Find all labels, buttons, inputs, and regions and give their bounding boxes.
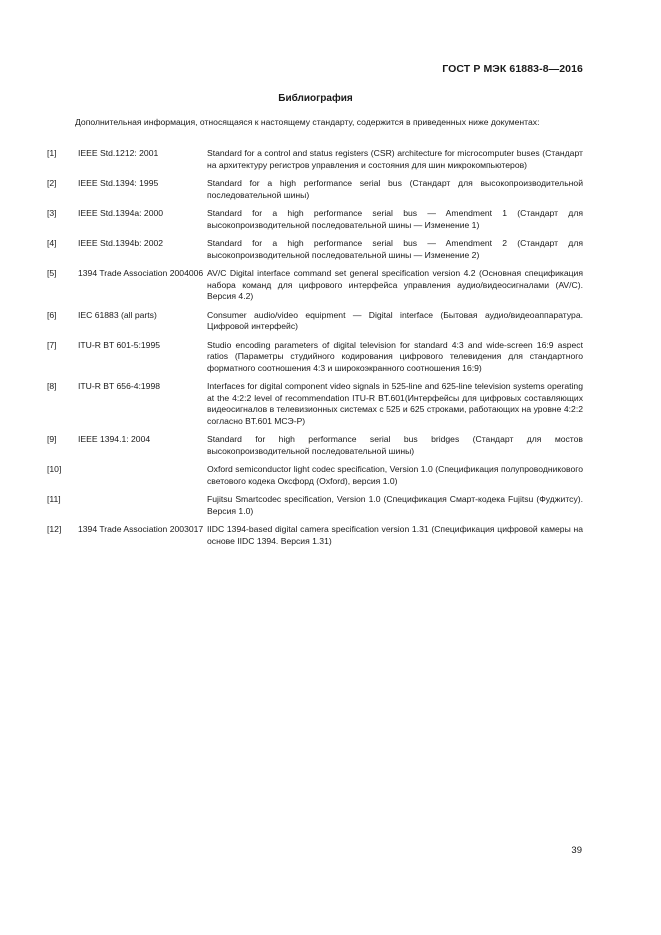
entry-number: [7] <box>47 339 57 350</box>
page-number: 39 <box>571 845 582 856</box>
entry-number: [6] <box>47 309 57 320</box>
list-item <box>47 434 583 457</box>
entry-code <box>78 464 207 487</box>
bibliography-list <box>47 148 583 554</box>
page-title: Библиография <box>278 93 353 104</box>
entry-text: Standard for a high performance serial bus — Amendment 2 (Стандарт для высокопроизводительной последовательной шины — Изменение 2) <box>207 238 583 260</box>
list-item <box>47 310 583 333</box>
entry-code: IEEE Std.1394: 1995 <box>78 178 159 188</box>
entry-number: [10] <box>47 464 62 474</box>
entry-number: [2] <box>47 178 57 188</box>
list-item <box>47 178 583 201</box>
entry-number: [4] <box>47 238 57 248</box>
list-item <box>47 340 583 375</box>
entry-code: 1394 Trade Association 2004006 <box>78 268 204 278</box>
entry-code: 1394 Trade Association 2003017 <box>78 524 204 534</box>
entry-number: [5] <box>47 268 57 278</box>
entry-text: Interfaces for digital component video signals in 525-line and 625-line television systems operating at the 4:2:2 level of recommendation ITU-R BT.601(Интерфейсы для цифровых составляющих видеосигналов в телевизионных системах с 525 и 625 строками, работающих на уровне 4:2:2 согласно BT.601 МСЭ-Р) <box>207 381 583 426</box>
entry-number: [1] <box>47 148 57 158</box>
list-item <box>47 464 583 487</box>
entry-number: [9] <box>47 434 57 444</box>
entry-code: IEEE 1394.1: 2004 <box>78 434 151 444</box>
entry-code: IEEE Std.1394a: 2000 <box>78 208 164 218</box>
entry-text: Standard for a control and status registers (CSR) architecture for microcomputer buses (Стандарт на архитектуру регистров управления и состояния для шин микрокомпьютеров) <box>207 148 583 170</box>
entry-text: IIDC 1394-based digital camera specification version 1.31 (Спецификация цифровой камеры на основе IIDC 1394. Версия 1.31) <box>207 524 583 546</box>
entry-text: Fujitsu Smartcodec specification, Version 1.0 (Спецификация Смарт-кодека Fujitsu (Фуджитсу). Версия 1.0) <box>207 494 583 516</box>
list-item <box>47 524 583 547</box>
standard-header: ГОСТ Р МЭК 61883-8—2016 <box>442 63 583 75</box>
entry-text: Oxford semiconductor light codec specification, Version 1.0 (Спецификация полупроводникового светового кодека Оксфорд (Oxford), версия 1.0) <box>207 464 583 486</box>
entry-text: Consumer audio/video equipment — Digital interface (Бытовая аудио/видеоаппаратура. Цифровой интерфейс) <box>207 309 583 331</box>
list-item <box>47 494 583 517</box>
entry-code: IEC 61883 (all parts) <box>78 309 157 320</box>
entry-code: IEEE Std.1212: 2001 <box>78 148 159 158</box>
list-item <box>47 238 583 261</box>
entry-text: AV/C Digital interface command set general specification version 4.2 (Основная спецификация набора команд для цифрового интерфейса управления аудио/видеосигналами (AV/C). Версия 4.2) <box>207 268 583 301</box>
entry-text: Standard for high performance serial bus bridges (Стандарт для мостов высокопроизводительной последовательной шины) <box>207 434 583 456</box>
entry-code: ITU-R BT 601-5:1995 <box>78 339 160 350</box>
entry-text: Studio encoding parameters of digital television for standard 4:3 and wide-screen 16:9 aspect ratios (Параметры студийного кодирования цифрового телевидения для стандартного форматного соотношения 4:3 и широкоэкранного соотношения 16:9) <box>207 339 583 373</box>
entry-number: [3] <box>47 208 57 218</box>
entry-code: ITU-R BT 656-4:1998 <box>78 381 160 391</box>
list-item <box>47 268 583 303</box>
entry-number: [11] <box>47 494 61 504</box>
entry-text: Standard for a high performance serial bus — Amendment 1 (Стандарт для высокопроизводительной последовательной шины — Изменение 1) <box>207 208 583 230</box>
entry-number: [8] <box>47 381 57 391</box>
entry-text: Standard for a high performance serial bus (Стандарт для высокопроизводительной последовательной шины) <box>207 178 583 200</box>
entry-code: IEEE Std.1394b: 2002 <box>78 238 164 248</box>
intro-paragraph: Дополнительная информация, относящаяся к настоящему стандарту, содержится в приведенных ниже документах: <box>75 117 540 127</box>
list-item <box>47 381 583 427</box>
list-item <box>47 208 583 231</box>
entry-code <box>78 494 207 517</box>
list-item <box>47 148 583 171</box>
entry-number: [12] <box>47 524 62 534</box>
